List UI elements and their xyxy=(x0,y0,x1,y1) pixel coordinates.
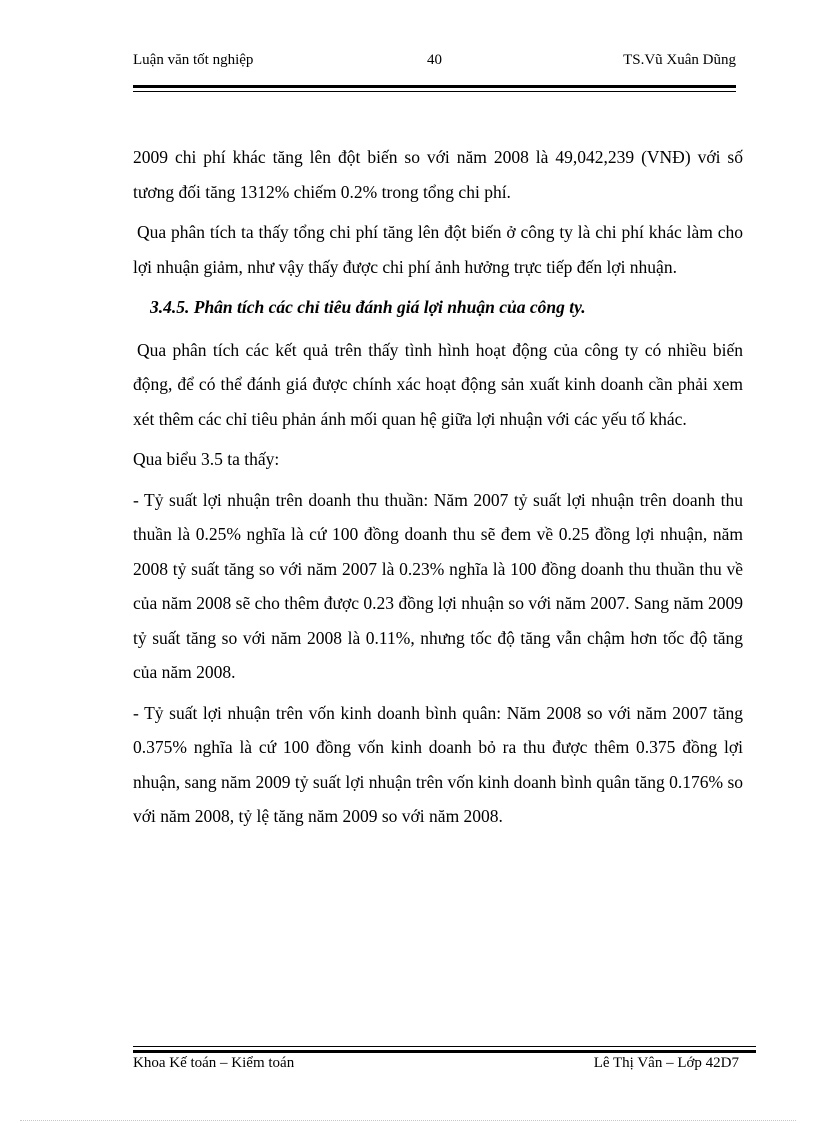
paragraph-table-reference: Qua biểu 3.5 ta thấy: xyxy=(133,449,280,469)
page-number: 40 xyxy=(427,52,442,68)
section-heading: 3.4.5. Phân tích các chỉ tiêu đánh giá lợi nhuận của công ty. xyxy=(150,297,586,317)
paragraph-revenue-margin: - Tỷ suất lợi nhuận trên doanh thu thuần: Năm 2007 tỷ suất lợi nhuận trên doanh thu thuần là 0.25% nghĩa là cứ 100 đồng doanh thu sẽ đem về 0.25 đồng lợi nhuận, năm 2008 tỷ suất tăng so với năm 2007 là 0.23% nghĩa là 100 đồng doanh thu thuần thu về của năm 2008 sẽ cho thêm được 0.23 đồng lợi nhuận so với năm 2007. Sang năm 2009 tỷ suất tăng so với năm 2008 là 0.11%, nhưng tốc độ tăng vẫn chậm hơn tốc độ tăng của năm 2008. xyxy=(133,489,743,682)
paragraph-cost-analysis: Qua phân tích ta thấy tổng chi phí tăng lên đột biến ở công ty là chi phí khác làm cho lợi nhuận giảm, như vậy thấy được chi phí ảnh hưởng trực tiếp đến lợi nhuận. xyxy=(133,222,743,277)
page-edge-divider xyxy=(20,1120,796,1121)
header-supervisor: TS.Vũ Xuân Dũng xyxy=(623,52,736,68)
header-rule-thin xyxy=(133,91,736,92)
footer-author: Lê Thị Vân – Lớp 42D7 xyxy=(593,1055,739,1071)
paragraph-evaluation-intro: Qua phân tích các kết quả trên thấy tình hình hoạt động của công ty có nhiều biến động, để có thể đánh giá được chính xác hoạt động sản xuất kinh doanh cần phải xem xét thêm các chỉ tiêu phản ánh mối quan hệ giữa lợi nhuận với các yếu tố khác. xyxy=(133,339,743,429)
footer-rule-thin xyxy=(133,1046,756,1047)
header-rule-thick xyxy=(133,85,736,88)
paragraph-other-costs: 2009 chi phí khác tăng lên đột biến so với năm 2008 là 49,042,239 (VNĐ) với số tương đối tăng 1312% chiếm 0.2% trong tổng chi phí. xyxy=(133,147,743,202)
paragraph-capital-return: - Tỷ suất lợi nhuận trên vốn kinh doanh bình quân: Năm 2008 so với năm 2007 tăng 0.375% nghĩa là cứ 100 đồng vốn kinh doanh bỏ ra thu được thêm 0.375 đồng lợi nhuận, sang năm 2009 tỷ suất lợi nhuận trên vốn kinh doanh bình quân tăng 0.176% so với năm 2008, tỷ lệ tăng năm 2009 so với năm 2008. xyxy=(133,702,744,826)
page-header xyxy=(133,52,736,76)
footer-faculty: Khoa Kế toán – Kiểm toán xyxy=(133,1055,295,1071)
header-thesis-label: Luận văn tốt nghiệp xyxy=(133,52,254,68)
footer-rule-thick xyxy=(133,1050,756,1053)
page-body xyxy=(133,140,743,840)
